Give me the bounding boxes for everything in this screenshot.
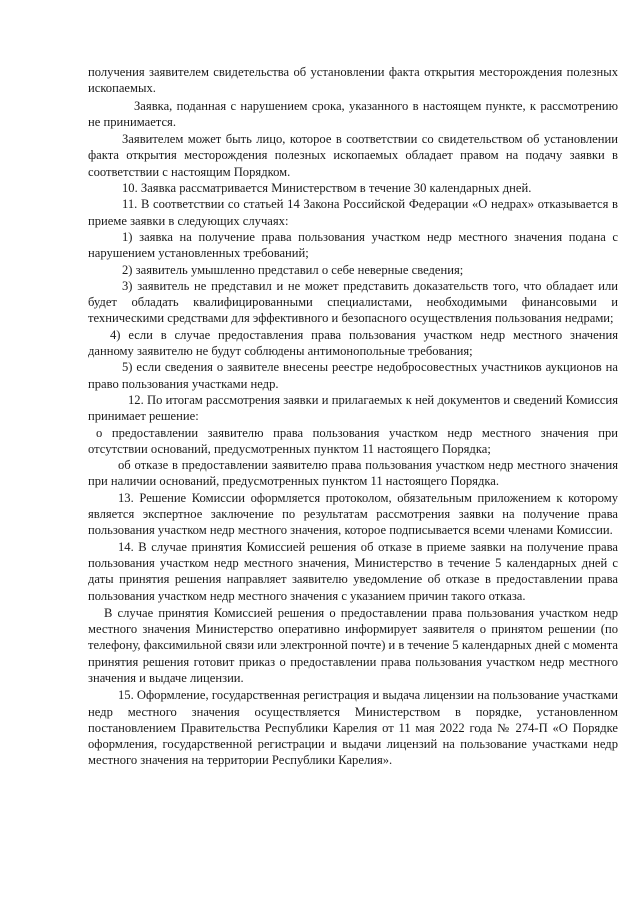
paragraph-reason-1: 1) заявка на получение права пользования участком недр местного значения подана с нарушением установленных требований; — [88, 229, 618, 261]
paragraph-grant-notice: В случае принятия Комиссией решения о предоставлении права пользования участком недр местного значения Министерство оперативно информирует заявителя о принятом решении (по телефону, факсимильной связи или электронной почте) и в течение 5 календарных дней с момента принятия решения готовит приказ о предоставлении права пользования участком недр местного значения и выдаче лицензии. — [88, 605, 619, 685]
document-body — [88, 64, 618, 769]
paragraph-late-application: Заявка, поданная с нарушением срока, указанного в настоящем пункте, к рассмотрению не принимается. — [88, 98, 618, 129]
paragraph-reason-3: 3) заявитель не представил и не может представить доказательств того, что обладает или будет обладать квалифицированными специалистами, необходимыми финансовыми и техническими средствами для эффективного и безопасного осуществления пользования недрами; — [88, 278, 618, 326]
paragraph-reason-5: 5) если сведения о заявителе внесены реестре недобросовестных участников аукционов на право пользования участками недр. — [88, 360, 618, 391]
paragraph-item-14: 14. В случае принятия Комиссией решения об отказе в приеме заявки на получение права пользования участком недр местного значения, Министерство в течение 5 календарных дней с даты принятия решения направляет заявителю уведомление об отказе в предоставлении права пользования участком недр местного значения с указанием причин такого отказа. — [88, 539, 618, 603]
paragraph-reason-4: 4) если в случае предоставления права пользования участком недр местного значения данному заявителю не будут соблюдены антимонопольные требования; — [88, 327, 618, 359]
paragraph-item-13: 13. Решение Комиссии оформляется протоколом, обязательным приложением к которому является экспертное заключение по результатам рассмотрения заявки на получение права пользования участком недр местного значения, которое подписывается всеми членами Комиссии. — [88, 490, 618, 538]
paragraph-item-12: 12. По итогам рассмотрения заявки и прилагаемых к ней документов и сведений Комиссия принимает решение: — [88, 392, 618, 424]
paragraph-item-11: 11. В соответствии со статьей 14 Закона Российской Федерации «О недрах» отказывается в приеме заявки в следующих случаях: — [88, 197, 618, 228]
paragraph-reason-2: 2) заявитель умышленно представил о себе неверные сведения; — [122, 262, 464, 277]
paragraph-decision-grant: о предоставлении заявителю права пользования участком недр местного значения при отсутствии оснований, предусмотренных пунктом 11 настоящего Порядка; — [88, 425, 618, 456]
paragraph-item-15: 15. Оформление, государственная регистрация и выдача лицензии на пользование участками недр местного значения осуществляется Министерством в порядке, установленном постановлением Правительства Республики Карелия от 11 мая 2022 года № 274-П «О Порядке оформления, государственной регистрации и выдачи лицензий на пользование участками недр местного значения на территории Республики Карелия». — [88, 688, 618, 768]
paragraph-item-10: 10. Заявка рассматривается Министерством в течение 30 календарных дней. — [122, 181, 532, 196]
paragraph-continuation: получения заявителем свидетельства об установлении факта открытия месторождения полезных ископаемых. — [88, 65, 618, 96]
paragraph-applicant: Заявителем может быть лицо, которое в соответствии со свидетельством об установлении факта открытия месторождения полезных ископаемых обладает правом на подачу заявки в соответствии с настоящим Порядком. — [88, 132, 618, 179]
paragraph-decision-refuse: об отказе в предоставлении заявителю права пользования участком недр местного значения при наличии оснований, предусмотренных пунктом 11 настоящего Порядка. — [88, 458, 618, 489]
